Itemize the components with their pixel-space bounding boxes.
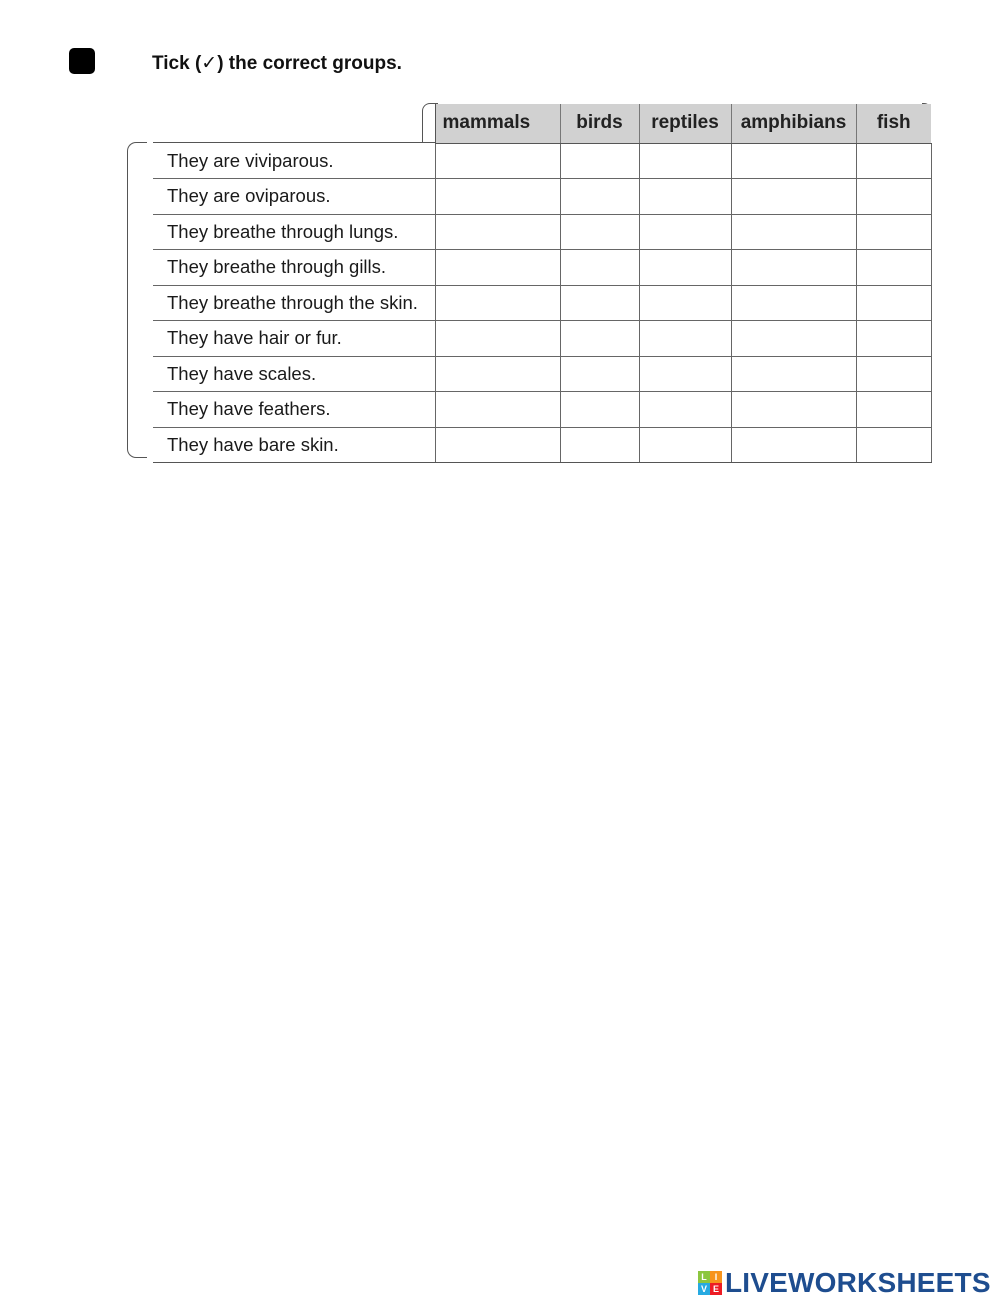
tick-cell[interactable] <box>856 321 931 357</box>
tick-cell[interactable] <box>435 214 560 250</box>
tick-cell[interactable] <box>731 356 856 392</box>
column-header: fish <box>856 104 931 143</box>
liveworksheets-logo <box>698 1268 991 1298</box>
tick-cell[interactable] <box>560 143 639 179</box>
tick-cell[interactable] <box>731 179 856 215</box>
tick-cell[interactable] <box>639 214 731 250</box>
tick-cell[interactable] <box>560 179 639 215</box>
tick-cell[interactable] <box>435 143 560 179</box>
statement-label: They breathe through the skin. <box>153 285 435 321</box>
logo-tile: E <box>710 1283 722 1295</box>
tick-cell[interactable] <box>639 392 731 428</box>
table-row <box>153 356 931 392</box>
table-row <box>153 250 931 286</box>
logo-text: LIVEWORKSHEETS <box>725 1267 991 1298</box>
table-row <box>153 427 931 463</box>
statement-label: They are viviparous. <box>153 143 435 179</box>
table-row <box>153 214 931 250</box>
tick-cell[interactable] <box>856 214 931 250</box>
logo-tile: L <box>698 1271 710 1283</box>
column-header: birds <box>560 104 639 143</box>
tick-cell[interactable] <box>435 427 560 463</box>
tick-cell[interactable] <box>560 250 639 286</box>
instruction-heading: Tick (✓) the correct groups. <box>152 53 402 74</box>
tick-cell[interactable] <box>856 250 931 286</box>
table-row <box>153 321 931 357</box>
tick-cell[interactable] <box>560 214 639 250</box>
tick-cell[interactable] <box>856 285 931 321</box>
statement-label: They have scales. <box>153 356 435 392</box>
left-bracket-line <box>127 142 147 458</box>
tick-cell[interactable] <box>560 392 639 428</box>
tick-cell[interactable] <box>731 143 856 179</box>
tick-cell[interactable] <box>731 214 856 250</box>
statement-label: They have feathers. <box>153 392 435 428</box>
tick-cell[interactable] <box>560 321 639 357</box>
tick-cell[interactable] <box>731 427 856 463</box>
column-header: amphibians <box>731 104 856 143</box>
logo-tile: V <box>698 1283 710 1295</box>
tick-cell[interactable] <box>639 356 731 392</box>
tick-cell[interactable] <box>560 285 639 321</box>
tick-cell[interactable] <box>731 392 856 428</box>
tick-cell[interactable] <box>560 427 639 463</box>
tick-cell[interactable] <box>639 285 731 321</box>
logo-tiles-icon <box>698 1271 722 1295</box>
tick-cell[interactable] <box>731 285 856 321</box>
statement-label: They breathe through lungs. <box>153 214 435 250</box>
tick-cell[interactable] <box>856 427 931 463</box>
table-row <box>153 179 931 215</box>
tick-cell[interactable] <box>639 143 731 179</box>
tick-cell[interactable] <box>639 179 731 215</box>
header-blank-cell <box>153 104 435 143</box>
exercise-bullet <box>69 48 95 74</box>
tick-cell[interactable] <box>560 356 639 392</box>
tick-cell[interactable] <box>639 427 731 463</box>
tick-cell[interactable] <box>639 321 731 357</box>
tick-cell[interactable] <box>731 250 856 286</box>
table-row <box>153 143 931 179</box>
tick-cell[interactable] <box>731 321 856 357</box>
table-header-row <box>153 104 931 143</box>
table-row <box>153 285 931 321</box>
tick-cell[interactable] <box>856 143 931 179</box>
table-row <box>153 392 931 428</box>
classification-table <box>153 104 932 463</box>
statement-label: They have hair or fur. <box>153 321 435 357</box>
tick-cell[interactable] <box>435 321 560 357</box>
tick-cell[interactable] <box>435 285 560 321</box>
column-header: reptiles <box>639 104 731 143</box>
tick-cell[interactable] <box>856 179 931 215</box>
statement-label: They breathe through gills. <box>153 250 435 286</box>
logo-tile: I <box>710 1271 722 1283</box>
statement-label: They have bare skin. <box>153 427 435 463</box>
column-header: mammals <box>435 104 560 143</box>
tick-cell[interactable] <box>639 250 731 286</box>
tick-cell[interactable] <box>435 392 560 428</box>
tick-cell[interactable] <box>435 179 560 215</box>
tick-cell[interactable] <box>856 392 931 428</box>
statement-label: They are oviparous. <box>153 179 435 215</box>
tick-cell[interactable] <box>435 356 560 392</box>
tick-cell[interactable] <box>856 356 931 392</box>
tick-cell[interactable] <box>435 250 560 286</box>
